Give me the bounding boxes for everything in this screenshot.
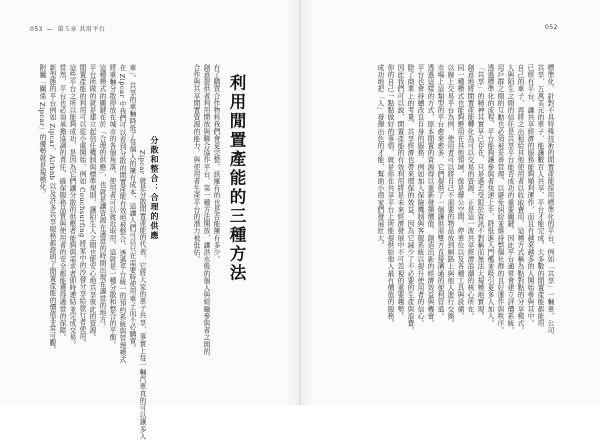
body-column: 已經有平台，讓共享經濟的服務能夠順利運作，而且有越來越多的人開始參與其中。 [526, 64, 534, 327]
body-column: 市場上這類型的平台愈來愈多，它們提供了一個讓供需雙方直接溝通的便利管道。 [436, 64, 444, 320]
body-column: Zipcar 就是分散閒置產能的代表，它將大家的車子共享，事實上每一輛汽車真的可以讓多人 [138, 150, 146, 440]
body-column: 透過標準化的流程，平台能夠讓參與者快速上手，降低進入門檻並吸引更多人加入。 [486, 64, 494, 327]
body-column: 閒置產能的利用可以從小處開始，例如 Couchsurfing 將家中的沙發分享給旅行者使用。 [78, 64, 86, 347]
page-number-left: 053 [30, 26, 43, 33]
body-column: 車」。共享的車輛降低了每個人的擁有成本，這讓人們可以只在需要時使用車子而不必購買。 [128, 64, 136, 352]
body-column: 「共享」的精神其實早已存在，只是過去受限於資訊不對稱而無法大規模地實現。 [476, 64, 484, 320]
body-column: 自己的車子，再將之出租給其他使用者以收取費用，這種方式稱為點對點的分享模式。 [516, 64, 524, 334]
body-column: 除了商業上的考量，共享經濟也帶來環保的效益，因為它減少了不必要的生產與浪費。 [406, 64, 414, 334]
book-gutter [299, 0, 301, 405]
header-left [30, 24, 105, 33]
body-column: 平台所做的就是建立起信任機制與標準規則，讓陌生人之間也能安心地共享彼此的資源。 [88, 64, 96, 341]
body-column: 同一種模式也能夠應用在其他領域，像是辦公空間、停車位以及各種工具與設備。 [456, 64, 464, 320]
body-column: 用戶群之間的互動也必須被妥善管理，以避免糾紛並維持整個社群的良好運作與秩序。 [496, 64, 504, 334]
body-column: 新型態的平台例如 Zipcar、Airbnb 以及許多共享服務都證明了閒置產能的價值非常可觀。 [48, 64, 56, 354]
header-separator: — [46, 26, 54, 33]
page-number-right: 052 [545, 24, 558, 31]
body-column: 成功地把「人」發揮出色的才能，幫助小商家們發展壯大。 [376, 64, 384, 249]
body-column: 透過這樣的方式，原本閒置的資源得以重新發揮價值，創造出新的經濟效益與機會。 [426, 64, 434, 327]
body-column: 有了購買合作物料我們會更完整，該擁有的也是否能擁有多少。 [212, 64, 220, 263]
header-right [545, 24, 558, 31]
body-column: 附屬「關係 Zipcar」的優勢就是規模化。 [38, 64, 46, 198]
body-column: 創意提供者利用開放與聯合協作平台，第一種方法開放，讓洪水般的個人與組織參與者之間的 [202, 64, 210, 356]
chapter-title: 共用平台 [79, 26, 106, 33]
body-column: 這種模式的關鍵在於「合理的供應」，也就是讓資源在適當的時間出現在適當的地方。 [98, 64, 106, 331]
body-column: 平台也會持續改良自身的服務，例如加入保險機制與客服系統以提升使用者的信心。 [416, 64, 424, 327]
body-column: 將車輛分散停放在城市的各個角落，使用者可以就近取用，這就是一種分散和整合的平衡。 [108, 64, 116, 348]
section-title: 利用閒置產能的三種方法 [227, 74, 246, 283]
body-column: 當然，平台也必須承擔協調的責任，確保服務品質與使用者的安全都能獲得適當的保障。 [58, 64, 66, 341]
body-column: 共享，五萬美元的車子，能讓數百人共享，平台才能完成。大多數的閒置產能都能用 [536, 64, 544, 327]
body-column: 因此我們可以說，閒置產能的有效利用將是未來經濟發展中不可忽視的重要趨勢。 [396, 64, 404, 320]
section-subheading: 分散和整合：合理的供應 [150, 136, 159, 241]
body-column: 以線上交易平台為例，使用者可以將自己不需要的物品放到網路上與他人進行交換。 [446, 64, 454, 327]
body-column: 合作與共享閒置資源的能力，與使用者生產平台的潛力被低估。 [192, 64, 200, 263]
body-column: 在 Zipcar 中我們可以看到分散的閒置產能有效地被整合，透過平台統一的預約系統與管理模式 [118, 64, 126, 364]
body-column: 人與陌生之間的信任是共享平台能否成功的重要關鍵，因此平台通常會建立評價系統。 [506, 64, 514, 334]
chapter-label: 第５章 [57, 26, 77, 33]
body-column: 標準化，針對不具特殊技術的閒置產能採用標準化的平台，例如「共享」一輛車，公司 [546, 64, 554, 334]
body-column: 這些平台之所以能夠成功，是因為它們讓分散的供應者能夠與需求者即時連結並完成交易。 [68, 64, 76, 348]
body-column: 創意地將閒置產能轉化為可以交易的資源，正是這一波共享經濟浪潮的核心所在。 [466, 64, 474, 320]
body-column: 你的自己一點點做好的事情，就是你在共享平台上所能提供給他人最有價值的服務。 [386, 64, 394, 327]
